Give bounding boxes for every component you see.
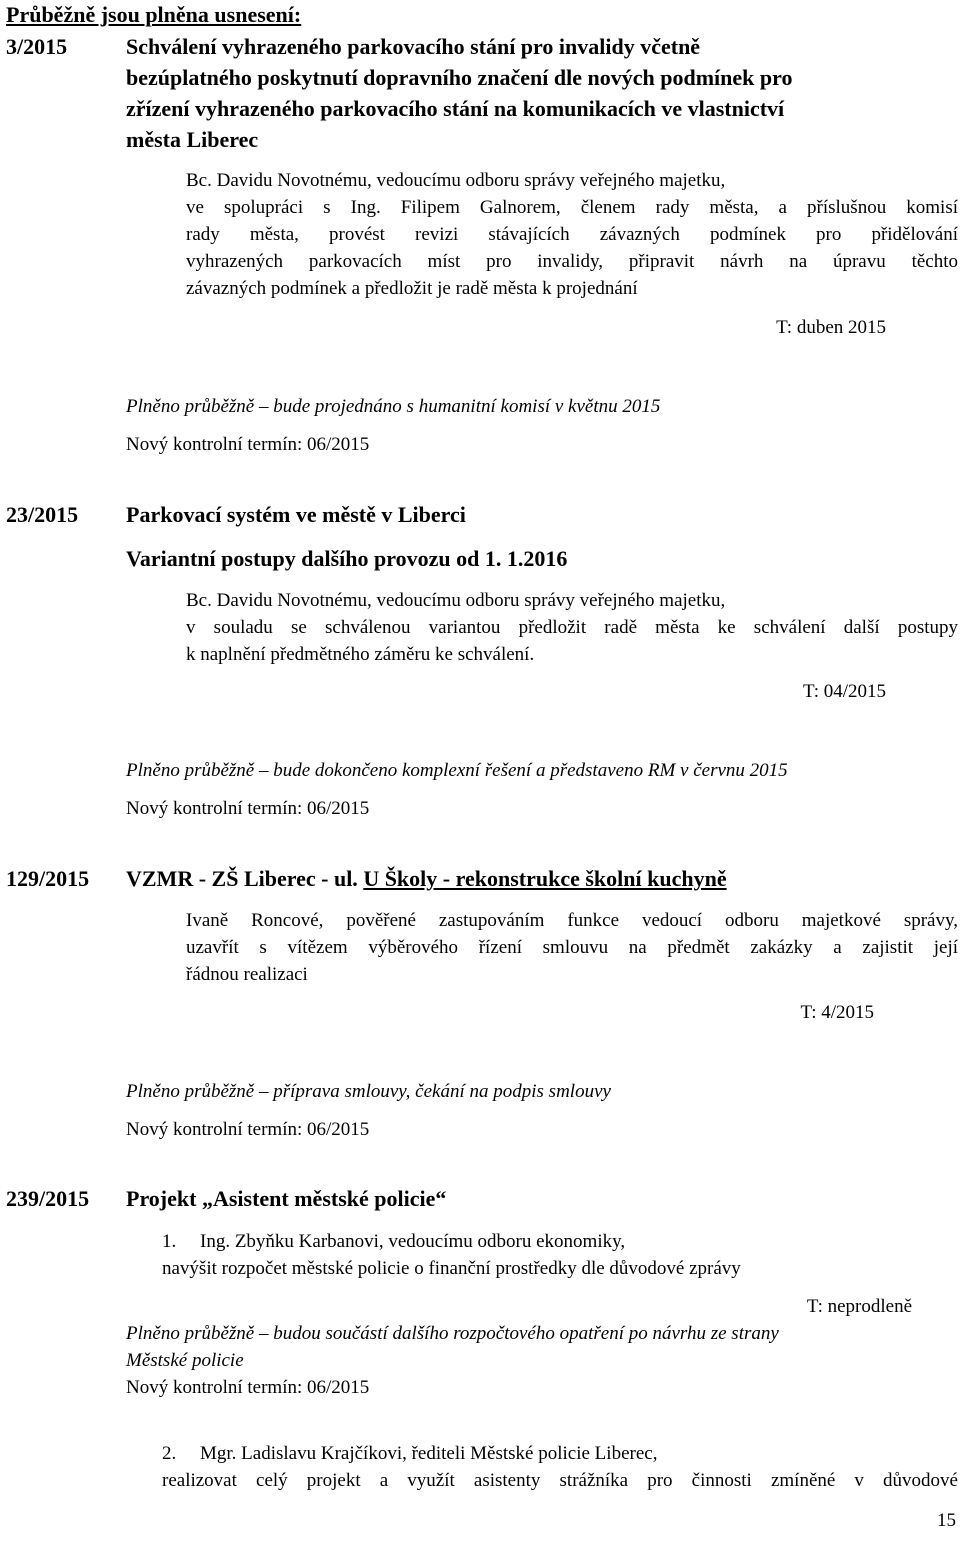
body-line: vyhrazených parkovacích míst pro invalidy, připravit návrh na úpravu těchto	[186, 251, 958, 272]
item-line: navýšit rozpočet městské policie o finanční prostředky dle důvodové zprávy	[162, 1258, 741, 1279]
resolution-title	[126, 866, 727, 892]
status-text: Plněno průběžně – bude dokončeno komplexní řešení a představeno RM v červnu 2015	[126, 760, 788, 781]
item-line: Mgr. Ladislavu Krajčíkovi, řediteli Městské policie Liberec,	[200, 1443, 658, 1464]
resolution-number: 23/2015	[6, 502, 79, 527]
resolution-title-line: Parkovací systém ve městě v Liberci	[126, 502, 466, 527]
deadline: T: neprodleně	[806, 1296, 912, 1317]
status-text: Plněno průběžně – budou součástí dalšího rozpočtového opatření po návrhu ze strany	[126, 1323, 779, 1344]
status-text: Městské policie	[126, 1350, 244, 1371]
resolution-title-line: Schválení vyhrazeného parkovacího stání pro invalidy včetně	[126, 34, 701, 59]
new-deadline: Nový kontrolní termín: 06/2015	[126, 1119, 370, 1140]
resolution-title-line: Variantní postupy dalšího provozu od 1. 1.2016	[126, 546, 568, 571]
resolution-title-line: zřízení vyhrazeného parkovacího stání na komunikacích ve vlastnictví	[126, 96, 785, 121]
resolution-number: 129/2015	[6, 866, 90, 891]
resolution-number: 3/2015	[6, 34, 68, 59]
item-line: realizovat celý projekt a využít asistenty strážníka pro činnosti zmíněné v důvodové	[162, 1470, 958, 1491]
resolution-title-plain: VZMR - ZŠ Liberec - ul.	[126, 866, 364, 891]
new-deadline: Nový kontrolní termín: 06/2015	[126, 798, 370, 819]
deadline: T: duben 2015	[776, 317, 886, 338]
deadline: T: 4/2015	[800, 1002, 874, 1023]
item-number: 1.	[162, 1231, 177, 1252]
new-deadline: Nový kontrolní termín: 06/2015	[126, 434, 370, 455]
new-deadline: Nový kontrolní termín: 06/2015	[126, 1377, 370, 1398]
item-number: 2.	[162, 1443, 177, 1464]
status-text: Plněno průběžně – příprava smlouvy, čekání na podpis smlouvy	[126, 1081, 611, 1102]
page-heading: Průběžně jsou plněna usnesení:	[6, 2, 302, 27]
resolution-title-line: města Liberec	[126, 127, 259, 152]
item-line: Ing. Zbyňku Karbanovi, vedoucímu odboru ekonomiky,	[200, 1231, 626, 1252]
body-line: Bc. Davidu Novotnému, vedoucímu odboru správy veřejného majetku,	[186, 590, 726, 611]
resolution-title-line: bezúplatného poskytnutí dopravního značení dle nových podmínek pro	[126, 65, 793, 90]
body-line: v souladu se schválenou variantou předložit radě města ke schválení další postupy	[186, 617, 958, 638]
body-line: řádnou realizaci	[186, 964, 308, 985]
body-line: k naplnění předmětného záměru ke schválení.	[186, 644, 535, 665]
body-line: ve spolupráci s Ing. Filipem Galnorem, členem rady města, a příslušnou komisí	[186, 197, 958, 218]
resolution-title: Projekt „Asistent městské policie“	[126, 1186, 447, 1211]
body-line: Bc. Davidu Novotnému, vedoucímu odboru správy veřejného majetku,	[186, 170, 726, 191]
body-line: uzavřít s vítězem výběrového řízení smlouvu na předmět zakázky a zajistit její	[186, 937, 958, 958]
deadline: T: 04/2015	[803, 681, 886, 702]
body-line: závazných podmínek a předložit je radě města k projednání	[186, 278, 638, 299]
status-text: Plněno průběžně – bude projednáno s humanitní komisí v květnu 2015	[126, 396, 661, 417]
resolution-title-underlined: U Školy - rekonstrukce školní kuchyně	[363, 866, 727, 891]
body-line: rady města, provést revizi stávajících závazných podmínek pro přidělování	[186, 224, 958, 245]
body-line: Ivaně Roncové, pověřené zastupováním funkce vedoucí odboru majetkové správy,	[186, 910, 958, 931]
page-number: 15	[937, 1510, 956, 1531]
resolution-number: 239/2015	[6, 1186, 90, 1211]
